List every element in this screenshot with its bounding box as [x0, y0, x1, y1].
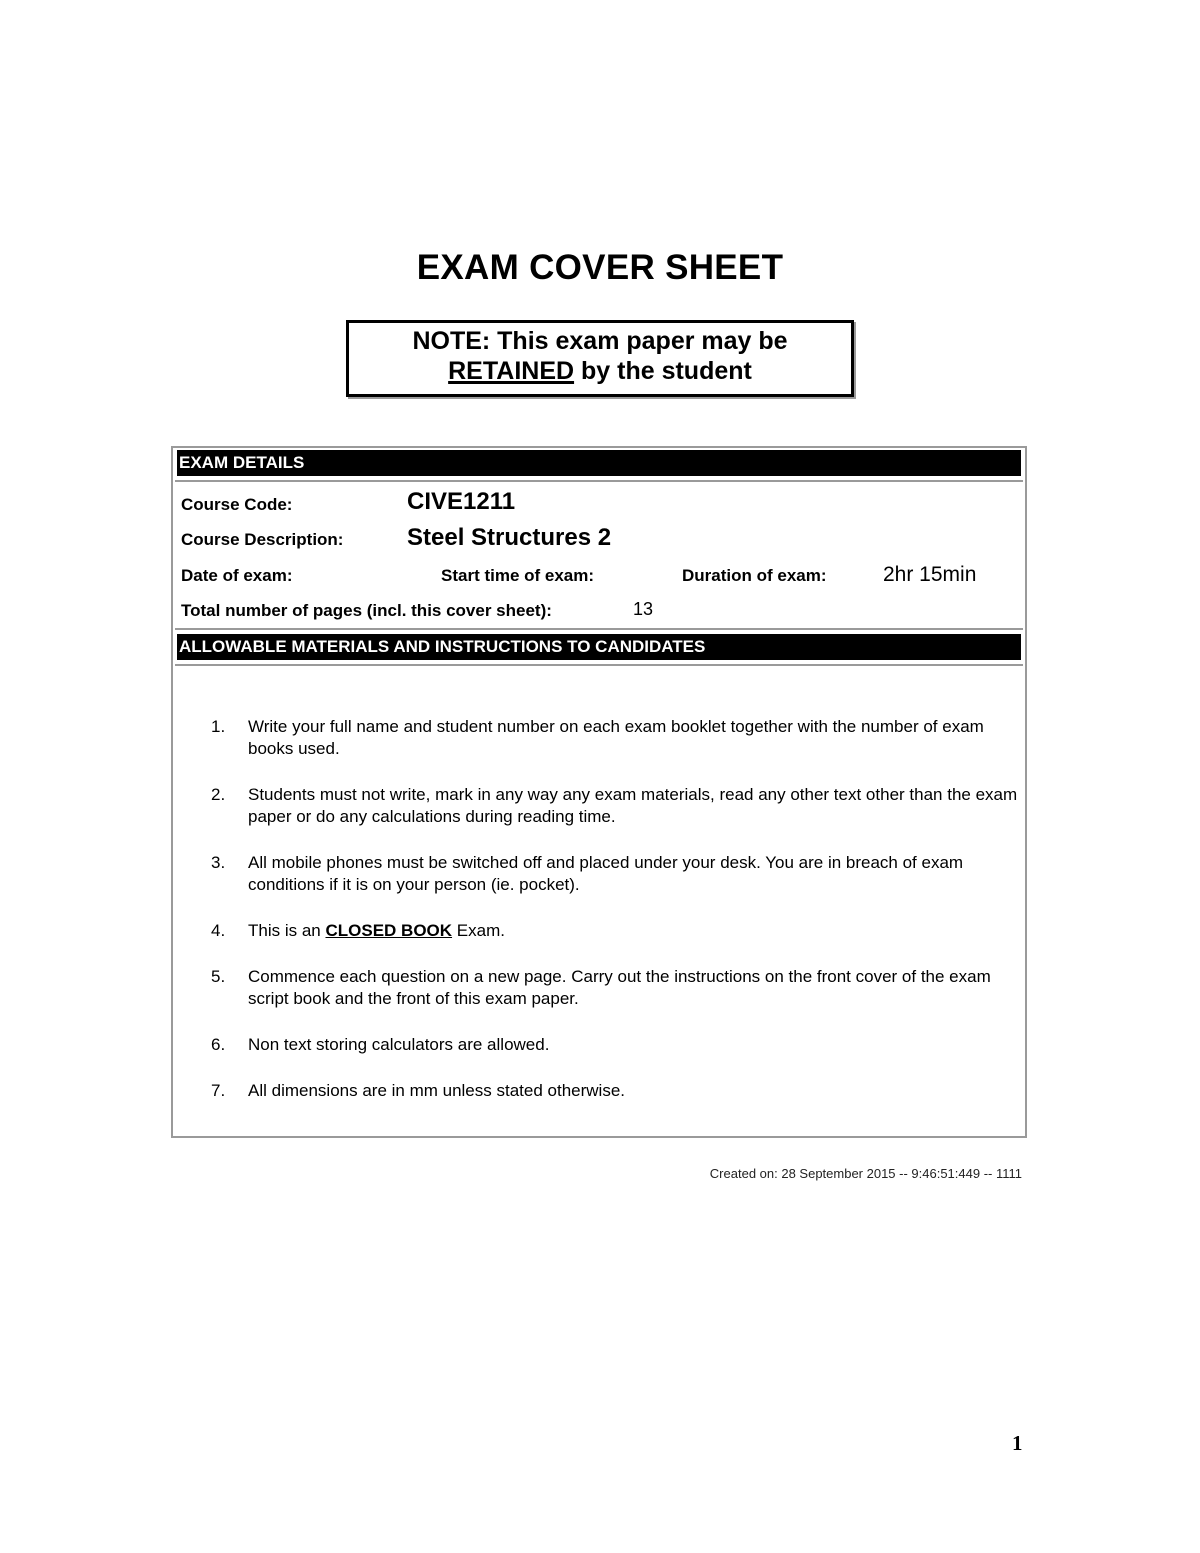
- list-item: 2. Students must not write, mark in any way any exam materials, read any other text other than the exam paper or do any calculations during reading time.: [211, 785, 1018, 826]
- exam-details-panel: [171, 446, 1027, 1138]
- retention-note: [346, 320, 854, 397]
- course-description-label: Course Description:: [181, 530, 344, 549]
- closed-book-emphasis: CLOSED BOOK: [325, 921, 453, 940]
- section-divider: [175, 480, 1023, 482]
- note-emphasis: RETAINED: [448, 357, 575, 385]
- course-description-value: Steel Structures 2: [407, 524, 612, 551]
- section-divider: [175, 664, 1023, 666]
- course-code-label: Course Code:: [181, 495, 293, 514]
- duration-value: 2hr 15min: [883, 563, 977, 586]
- list-item: 4. This is an CLOSED BOOK Exam.: [211, 921, 505, 940]
- total-pages-value: 13: [633, 599, 654, 619]
- page-title: EXAM COVER SHEET: [416, 248, 784, 287]
- instructions-header: ALLOWABLE MATERIALS AND INSTRUCTIONS TO CANDIDATES: [177, 634, 1021, 660]
- note-line-2-rest: by the student: [574, 357, 752, 385]
- list-item: 3. All mobile phones must be switched off and placed under your desk. You are in breach of exam conditions if it is on your person (ie. pocket).: [211, 853, 964, 894]
- section-divider: [175, 628, 1023, 630]
- note-line-2: [349, 356, 851, 386]
- start-time-label: Start time of exam:: [441, 566, 595, 585]
- exam-details-header: EXAM DETAILS: [177, 450, 1021, 476]
- instructions-list: [211, 716, 1031, 1126]
- date-of-exam-label: Date of exam:: [181, 566, 293, 585]
- page-number: 1: [1012, 1431, 1023, 1455]
- list-item: 6. Non text storing calculators are allowed.: [211, 1035, 550, 1054]
- note-line-1: NOTE: This exam paper may be: [412, 327, 788, 355]
- list-item: 5. Commence each question on a new page. Carry out the instructions on the front cover of the exam script book and the front of this exam paper.: [211, 967, 991, 1008]
- list-item: 7. All dimensions are in mm unless stated otherwise.: [211, 1081, 625, 1100]
- course-code-value: CIVE1211: [407, 488, 516, 515]
- list-item: 1. Write your full name and student number on each exam booklet together with the number of exam books used.: [211, 717, 984, 758]
- created-timestamp: Created on: 28 September 2015 -- 9:46:51:449 -- 1111: [709, 1166, 1022, 1181]
- duration-label: Duration of exam:: [682, 566, 827, 585]
- total-pages-label: Total number of pages (incl. this cover sheet):: [181, 601, 552, 620]
